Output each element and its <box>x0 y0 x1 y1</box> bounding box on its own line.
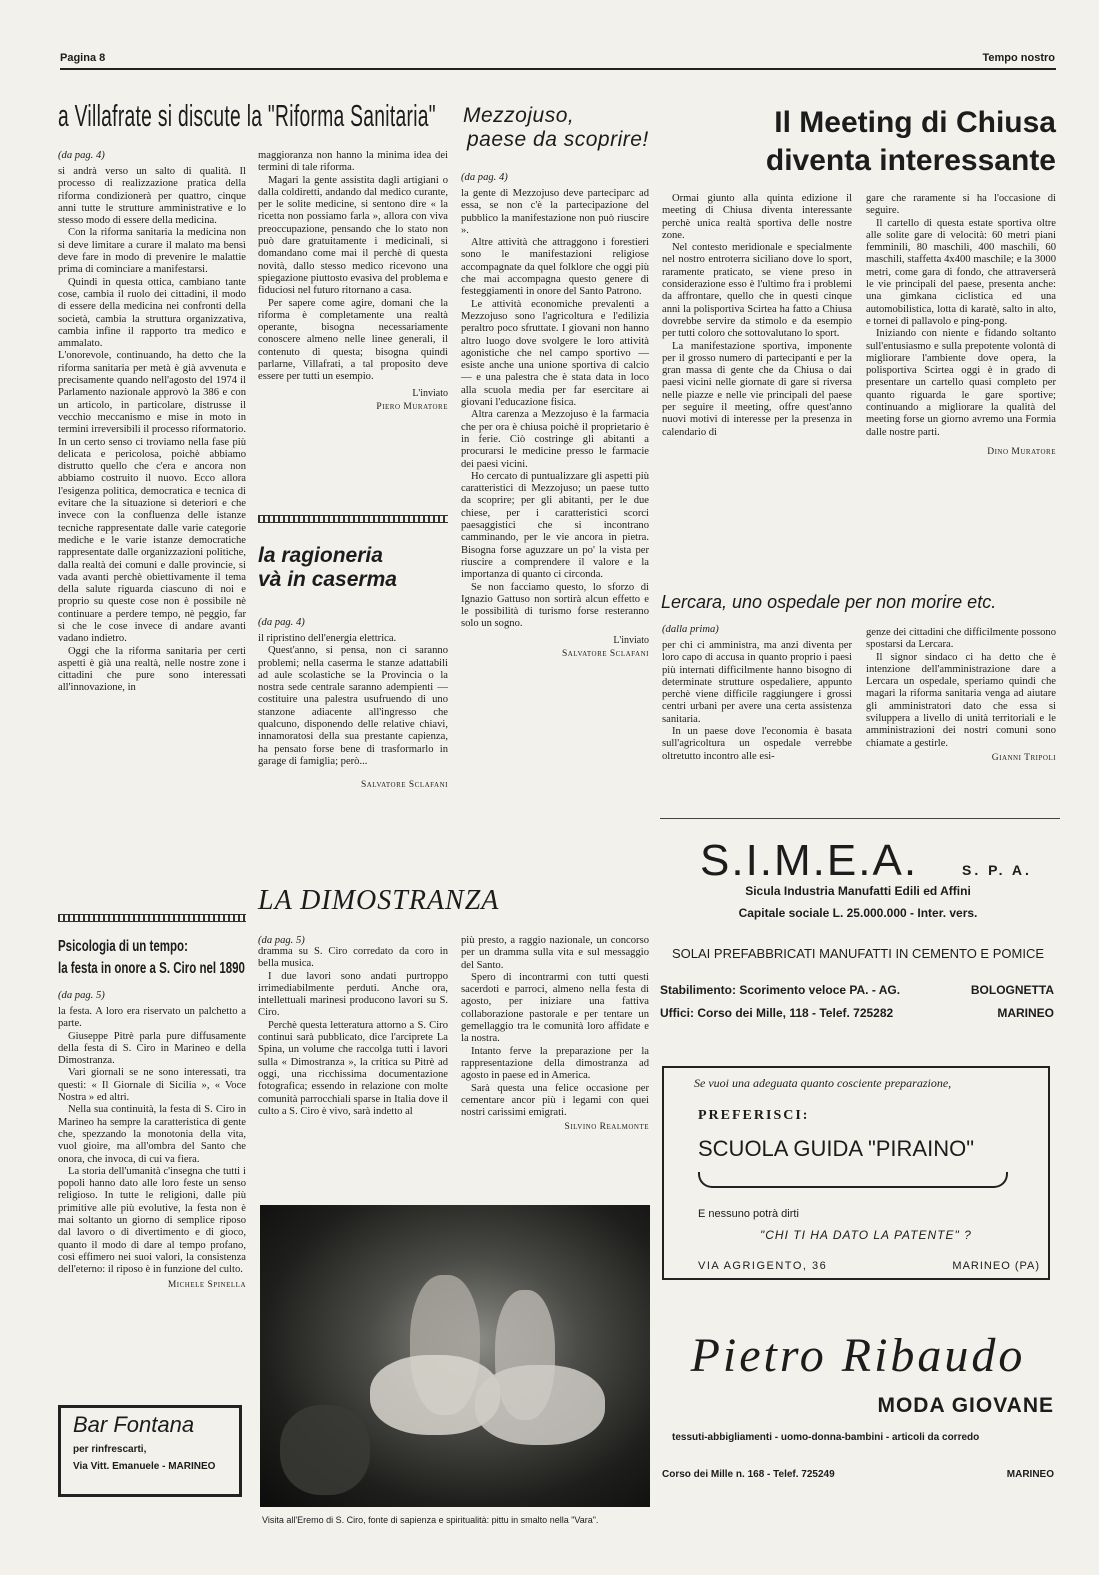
simea-plant: Stabilimento: Scorimento veloce PA. - AG. <box>660 983 901 997</box>
mezzojuso-paragraph: Ho cercato di puntualizzare gli aspetti più caratteristici di Mezzojuso; un paese tutto da scoprire; per gli abitanti, per le due chiese, per i caratteristici scorci paesaggistici che si incontrano camminando, per le vie ancora in pietra. Bisogna forse aguzzare un po' la vista per riuscire a comprendere il valore e la importanza di quanto ci circonda. <box>461 470 649 581</box>
lercara-column-1 <box>662 624 852 763</box>
dimostranza-continued-from: (da pag. 5) <box>258 935 305 946</box>
mezzojuso-continued-from: (da pag. 4) <box>461 172 508 183</box>
psicologia-paragraph: la festa. A loro era riservato un palchetto a parte. <box>58 1006 246 1030</box>
psicologia-paragraph: Vari giornali se ne sono interessati, tra questi: « Il Giornale di Sicilia », « Voce Nostra » ed altri. <box>58 1067 246 1104</box>
dimostranza-column-2 <box>461 935 649 1132</box>
ragioneria-continued-from: (da pag. 4) <box>258 617 305 628</box>
villafrate-paragraph: si andrà verso un salto di qualità. Il processo di realizzazione pratica della riforma condizionerà per quattro, cinque anni tutte le strutture amministrative e lo stesso modo di essere della medicina. <box>58 166 246 227</box>
ribaudo-moda: MODA GIOVANE <box>877 1394 1054 1417</box>
ragioneria-signature: Salvatore Sclafani <box>360 780 448 791</box>
villafrate-signature: Piero Muratore <box>376 401 448 412</box>
lercara-paragraph: per chi ci amministra, ma anzi diventa per loro capo di accusa in quanto proprio i paesi più internati difficilmente hanno bisogno di determinate strutture ospedaliere, appunto perchè viene difficile raggiungere i grossi centri urbani per avere una certa assistenza sanitaria. <box>662 640 852 725</box>
photo-saint-ciro <box>260 1205 650 1507</box>
meeting-paragraph: La manifestazione sportiva, imponente per il grosso numero di partecipanti e per la gran massa di gente che da Chiusa o dai paesi vicini nelle giornate di gare si riversa nelle piazze e nelle vie principali del paese per seguire il meeting, offre quest'anno nuovi motivi di interesse per la presenza in calendario di <box>662 340 852 438</box>
villafrate-paragraph: Per sapere come agire, domani che la riforma è completamente una realtà operante, bisogna necessariamente conoscere almeno nelle linee generali, il contenuto di questa; bisogna quindi parlarne, Villafrati, a tal proposito deve essere per tutti un esempio. <box>258 297 448 383</box>
meeting-column-1 <box>662 193 852 439</box>
meeting-paragraph: gare che raramente si ha l'occasione di seguire. <box>866 193 1056 217</box>
mezzojuso-signature: Salvatore Sclafani <box>561 648 649 659</box>
bar-fontana-address: Via Vitt. Emanuele - MARINEO <box>73 1461 216 1472</box>
lercara-headline: Lercara, uno ospedale per non morire etc. <box>661 592 997 612</box>
psicologia-headline-line-1: Psicologia di un tempo: <box>58 938 188 955</box>
meeting-paragraph: Nel contesto meridionale e specialmente nel nostro entroterra siciliano dove lo sport, raramente praticato, se viene preso in considerazione esso è l'ultimo fra i problemi da affrontare, quello che in questi cinque anni la polisportiva Scirtea ha fatto a Chiusa dovrebbe servire da stimolo e da esempio per tutti coloro che sottovalutano lo sport. <box>662 242 852 340</box>
scuola-guida-ad <box>662 1066 1050 1280</box>
simea-full-name: Sicula Industria Manufatti Edili ed Affini <box>745 884 971 898</box>
psicologia-headline-line-2: la festa in onore a S. Ciro nel 1890 <box>58 960 245 977</box>
psicologia-headline <box>58 936 245 980</box>
psicologia-body <box>58 990 246 1290</box>
lercara-signature: Gianni Tripoli <box>991 752 1056 763</box>
mezzojuso-paragraph: Altre attività che attraggono i forestieri sono le manifestazioni religiose accompagnate da quel folklore che oggi più che mai accompagna questo genere di festeggiamenti in onore del Santo Patrono. <box>461 237 649 298</box>
ribaudo-name: Pietro Ribaudo <box>690 1329 1026 1382</box>
bar-fontana-tagline: per rinfrescarti, <box>73 1444 147 1455</box>
scuola-address: VIA AGRIGENTO, 36 <box>698 1260 828 1272</box>
scuola-line-2: "CHI TI HA DATO LA PATENTE" ? <box>760 1228 972 1242</box>
meeting-headline-line-1: Il Meeting di Chiusa <box>774 106 1056 139</box>
villafrate-paragraph: maggioranza non hanno la minima idea dei termini di tale riforma. <box>258 150 448 174</box>
simea-products: SOLAI PREFABBRICATI MANUFATTI IN CEMENTO E POMICE <box>672 946 1044 961</box>
dimostranza-signature: Silvino Realmonte <box>564 1122 649 1133</box>
villafrate-headline: a Villafrate si discute la "Riforma Sanitaria" <box>58 98 436 133</box>
villafrate-paragraph: Magari la gente assistita dagli artigiani o dalla coldiretti, andando dal medico curante, per le solite medicine, si sentono dire « la ricetta non possiamo farla », allora con viva preoccupazione, pensando che lo stato non può dare gratuitamente i medicinali, si domandano come mai il perchè di questa novità, dallo stesso medico ricevono una spiegazione piuttosto evasiva del problema e fiduciosi nel futuro ritornano a casa. <box>258 174 448 297</box>
villafrate-column-2 <box>258 150 448 412</box>
lercara-continued-from: (dalla prima) <box>662 624 719 635</box>
villafrate-signature-role: L'inviato <box>412 387 448 399</box>
divider <box>660 818 1060 819</box>
dimostranza-paragraph: dramma su S. Ciro corredato da coro in bella musica. <box>258 946 448 970</box>
simea-capital: Capitale sociale L. 25.000.000 - Inter. vers. <box>738 906 978 920</box>
villafrate-paragraph: Con la riforma sanitaria la medicina non si deve limitare a curare il malato ma bensì deve fare in modo di prevenire le malattie prima di cominciare a manifestarsi. <box>58 227 246 276</box>
villafrate-paragraph: Oggi che la riforma sanitaria per certi aspetti è già una realtà, nelle nostre zone i cittadini che pure sono interessati all'innovazione, in <box>58 645 246 694</box>
mezzojuso-paragraph: Se non facciamo questo, lo sforzo di Ignazio Gattuso non sortirà alcun effetto e le possibilità di turismo forse resteranno solo un sogno. <box>461 581 649 630</box>
psicologia-continued-from: (da pag. 5) <box>58 990 105 1001</box>
meeting-paragraph: Ormai giunto alla quinta edizione il meeting di Chiusa diventa interessante perchè unica realtà sportiva delle nostre zone. <box>662 193 852 241</box>
scuola-intro: Se vuoi una adeguata quanto cosciente preparazione, <box>694 1076 952 1090</box>
villafrate-column-1 <box>58 150 246 695</box>
dimostranza-paragraph: più presto, a raggio nazionale, un concorso per un dramma sulla vita e sul messaggio del Santo. <box>461 935 649 971</box>
scuola-town: MARINEO (PA) <box>952 1260 1040 1272</box>
divider <box>258 515 448 523</box>
dimostranza-headline: LA DIMOSTRANZA <box>258 885 500 916</box>
psicologia-paragraph: Nella sua continuità, la festa di S. Ciro in Marineo ha sempre la caratteristica di gente che, spezzando la monotonia della vita, vuol gioire, ma all'ombra del Santo che onora, che invoca, di cui va fiera. <box>58 1104 246 1165</box>
mezzojuso-body <box>461 172 649 659</box>
meeting-paragraph: Iniziando con niente e fidando soltanto sull'entusiasmo e sulla prepotente volontà di migliorare l'ambiente dove opera, la polisportiva Scirtea oggi è in grado di presentare un cartello quasi completo per quanto riguarda le gare sportive; continuando a migliorare la qualità del meeting forse un giorno avremo una Formia dalle nostre parti. <box>866 328 1056 438</box>
psicologia-paragraph: Giuseppe Pitrè parla pure diffusamente della festa di S. Ciro in Marineo e della Dimostranza. <box>58 1030 246 1067</box>
newspaper-name: Tempo nostro <box>982 52 1055 64</box>
scuola-prefer: PREFERISCI: <box>698 1108 810 1123</box>
psicologia-signature: Michele Spinella <box>167 1279 246 1290</box>
villafrate-paragraph: Quindi in questa ottica, cambiano tante cose, cambia il ruolo dei cittadini, il modo di essere della medicina nei confronti della società, cambia la struttura organizzativa, cambia infine il rapporto tra medico e ammalato. <box>58 276 246 350</box>
dimostranza-paragraph: Intanto ferve la preparazione per la rappresentazione della dimostranza ad agosto in paese ed in America. <box>461 1045 649 1082</box>
scuola-name: SCUOLA GUIDA "PIRAINO" <box>698 1136 975 1161</box>
ribaudo-town: MARINEO <box>1006 1469 1054 1480</box>
ragioneria-body <box>258 617 448 790</box>
simea-name: S.I.M.E.A. <box>700 836 919 885</box>
mezzojuso-paragraph: la gente di Mezzojuso deve parteciparc ad essa, se non c'è la partecipazione del pubblico la manifestazione non può riuscire ». <box>461 188 649 236</box>
meeting-signature: Dino Muratore <box>987 446 1056 457</box>
meeting-headline <box>660 104 1056 180</box>
ragioneria-headline-line-1: la ragioneria <box>258 544 383 567</box>
bar-fontana-ad <box>58 1405 242 1497</box>
header-rule <box>60 68 1056 70</box>
dimostranza-paragraph: Perchè questa letteratura attorno a S. Ciro continui sarà pubblicato, dice l'arciprete La Spina, un volume che raccolga tutti i lavori sulla « Dimostranza », la critica su Pitrè ad oggi, una ricchissima documentazione fotografica; essendo in relazione con molte comunità parrocchiali sparse in Italia dove il culto a S. Ciro è vivo, sarà indetto al <box>258 1019 448 1117</box>
psicologia-paragraph: La storia dell'umanità c'insegna che tutti i popoli hanno dato alle loro feste un senso religioso. In tutte le religioni, dalle più primitive alle più evolutive, la festa non è mai soltanto un giorno di semplice riposo dal lavoro o di divertimento e di gioco, quanto il modo di dare al tempo profano, così effimero nei suoi valori, la consistenza dell'eterno: il riposo è in funzione del culto. <box>58 1165 246 1276</box>
mezzojuso-headline-line-1: Mezzojuso, <box>463 104 575 127</box>
lercara-paragraph: Il signor sindaco ci ha detto che è intenzione dell'amministrazione dare a Lercara un ospedale, speriamo quindi che magari la riforma sanitaria venga ad aiutare gli amministratori dato che essa si sviluppera a livello di unità territoriali e le amministrazioni dei nostri comuni sono chiamate a gestirle. <box>866 651 1056 749</box>
lercara-paragraph: In un paese dove l'economia è basata sull'agricoltura un ospedale verrebbe oltretutto incontro alle esi- <box>662 726 852 762</box>
simea-spa: S. P. A. <box>962 862 1032 878</box>
dimostranza-column-1 <box>258 935 448 1118</box>
page-number: Pagina 8 <box>60 52 106 64</box>
simea-plant-town: BOLOGNETTA <box>970 983 1054 997</box>
dimostranza-paragraph: I due lavori sono andati purtroppo irrimediabilmente perduti. Anche ora, intellettuali marinesi producono lavori su S. Ciro. <box>258 970 448 1019</box>
ragioneria-paragraph: il ripristino dell'energia elettrica. <box>258 633 397 644</box>
divider <box>58 914 246 922</box>
ragioneria-headline-line-2: và in caserma <box>258 568 397 591</box>
ragioneria-headline <box>258 544 448 592</box>
lercara-paragraph: genze dei cittadini che difficilmente possono spostarsi da Lercara. <box>866 627 1056 651</box>
mezzojuso-signature-role: L'inviato <box>613 634 649 646</box>
bar-fontana-name: Bar Fontana <box>73 1412 195 1437</box>
meeting-column-2 <box>866 193 1056 457</box>
villafrate-continued-from: (da pag. 4) <box>58 150 105 161</box>
mezzojuso-paragraph: Altra carenza a Mezzojuso è la farmacia che per ora è chiusa poichè il proprietario è in ferie. Ciò costringe gli abitanti a procurarsi le medicine presso le farmacie dei paesi vicini. <box>461 409 649 470</box>
dimostranza-paragraph: Spero di incontrarmi con tutti questi sacerdoti e parroci, almeno nella festa di agosto, per iniziare una fattiva collaborazione pastorale e per tentare un gemellaggio tra le comunità loro affidate e la nostra. <box>461 971 649 1045</box>
meeting-paragraph: Il cartello di questa estate sportiva oltre alle solite gare di velocità: 60 metri piani femminili, 80 maschili, 400 maschili, 60 maschili, staffetta 4x400 maschile; e la 3000 metri, come gara di fondo, che attraverserà le vie principali del paese, presenta anche: una gimkana ciclistica ed una automobilistica, lotta di karatè, salto in alto, e tornei di pallavolo e ping-pong. <box>866 217 1056 327</box>
scuola-swoosh <box>698 1172 1008 1188</box>
ragioneria-paragraph: Quest'anno, si pensa, non ci saranno problemi; nella caserma le stanze adattabili ad aule scolastiche se la Provincia o la nostra sede centrale saranno adempienti — costituire una palestra usufruendo di uno stanzone adiacente all'ingresso che qualcuno, disponendo delle relative chiavi, innamoratosi della sua prestante capienza, ha pensato forse bene di trasformarlo in garage di famiglia; però... <box>258 645 448 767</box>
simea-office-town: MARINEO <box>997 1006 1054 1020</box>
ribaudo-address: Corso dei Mille n. 168 - Telef. 725249 <box>662 1469 835 1480</box>
mezzojuso-paragraph: Le attività economiche prevalenti a Mezzojuso sono l'agricoltura e l'edilizia peraltro poco sfruttate. I giovani non hanno altro luogo dove svolgere le loro attività agonistiche che nel campo sportivo — esiste anche una unione sportiva di calcio — e una palestra che è stata data in loco alla scuola media per far esercitare ai giovani l'educazione fisica. <box>461 298 649 409</box>
photo-caption: Visita all'Eremo di S. Ciro, fonte di sapienza e spiritualità: pittu in smalto nella "Vara". <box>262 1515 599 1525</box>
lercara-column-2 <box>866 627 1056 763</box>
ribaudo-goods: tessuti-abbigliamenti - uomo-donna-bambini - articoli da corredo <box>672 1432 980 1443</box>
mezzojuso-headline <box>463 104 649 152</box>
meeting-headline-line-2: diventa interessante <box>765 144 1056 177</box>
villafrate-paragraph: L'onorevole, continuando, ha detto che la riforma sanitaria per metà è già avvenuta e precisamente quando nell'agosto del 1974 il Parlamento nazionale approvò la 386 e con un articolo, in particolare, distrusse il vecchio meccanismo e mise in moto in termini irreversibili il processo riformatorio. In un certo senso ci troviamo nella fase più delicata e pericolosa, poichè abbiamo distrutto quello che c'era e ancora non abbiamo costruito il nuovo. Ecco allora l'esigenza politica, democratica e tecnica di evitare che la situazione si deteriori e che invece con la confluenza delle istanze tecniche rappresentate dalle varie categorie mediche e le varie istanze democratiche rappresentate dalle organizzazioni politiche, dalla realtà dei comuni e dalle provincie, si vada avanti perchè obiettivamente il tema della salute riguarda ciascuno di noi e proprio su queste cose non è possibile nè continuare a perdere tempo, nè peggio, far sì che le cose invece di andare avanti vadano indietro. <box>58 350 246 645</box>
simea-office: Uffici: Corso dei Mille, 118 - Telef. 725282 <box>660 1006 894 1020</box>
scuola-line-1: E nessuno potrà dirti <box>698 1208 799 1220</box>
dimostranza-paragraph: Sarà questa una felice occasione per cementare ancor più i legami con quei nostri carissimi emigrati. <box>461 1082 649 1119</box>
mezzojuso-headline-line-2: paese da scoprire! <box>467 128 649 151</box>
